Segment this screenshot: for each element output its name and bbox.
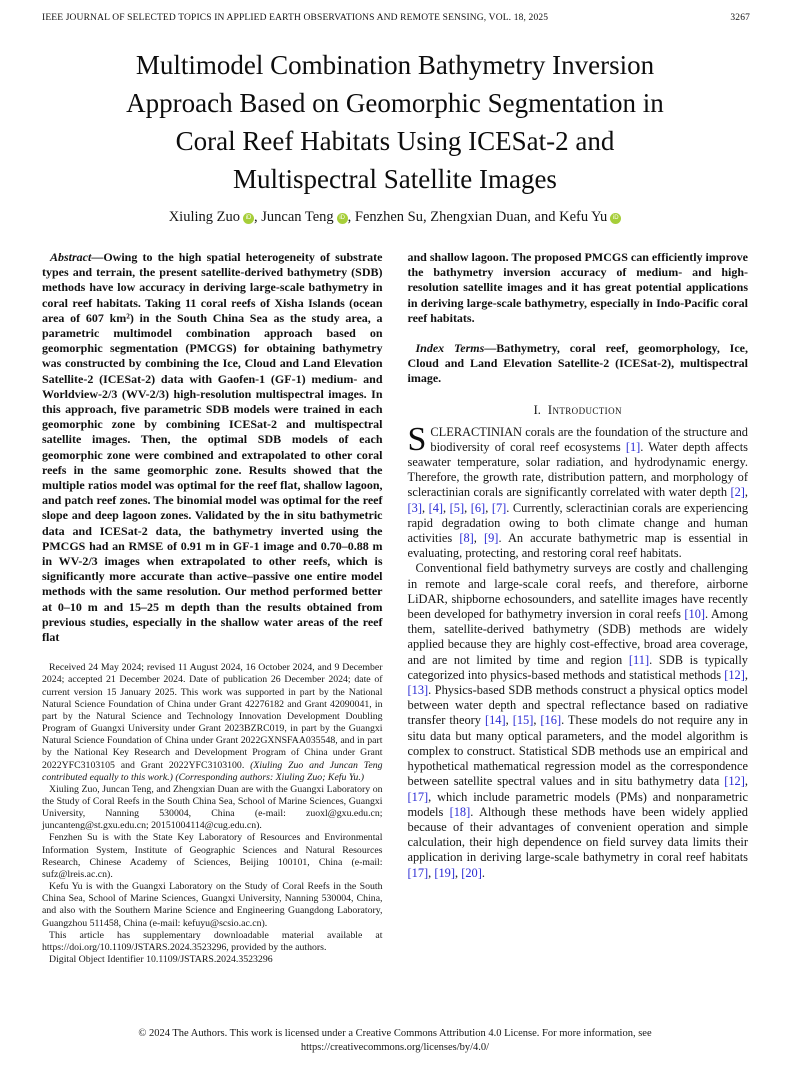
journal-name: IEEE JOURNAL OF SELECTED TOPICS IN APPLIED EARTH OBSERVATIONS AND REMOTE SENSING, VOL. 18, 2025 [42, 13, 549, 23]
footnote-supplementary: This article has supplementary downloadable material available at https://doi.org/10.1109/JSTARS.2024.3523296, provided by the authors. [42, 929, 383, 953]
page-title [0, 46, 790, 198]
citation-link[interactable]: [19] [434, 865, 456, 880]
citation-link[interactable]: [12] [724, 774, 745, 789]
abstract-text: —Owing to the high spatial heterogeneity of substrate types and terrain, the present satellite-derived bathymetry (SDB) methods have low accuracy in deriving large-scale bathymetry in coral reef habitats. Taking 11 coral reefs of Xisha Islands (ocean area of 607 km²) in the South China Sea as the study area, a parametric multimodel combination approach based on geomorphic segmentation (PMCGS) for obtaining bathymetry was constructed by combining the Ice, Cloud and Land Elevation Satellite-2 (ICESat-2) data with Gaofen-1 (GF-1) medium- and Worldview-2/3 (WV-2/3) high-resolution multispectral images. In this approach, five parametric SDB models were trained in each geomorphic zone by combining ICESat-2 and multispectral satellite images. Then, the optimal SDB models of each geomorphic zone were combined and extrapolated to other coral reefs in the same geomorphic zone. Results showed that the multiple ratios model was optimal for the reef flat, shallow lagoon, and patch reef zones. The binomial model was optimal for the reef slope and deep lagoon zones. Validated by the in situ bathymetric data and ICESat-2 data, the bathymetry inverted using the PMCGS had an RMSE of 0.91 m in GF-1 image and 0.70–0.88 m in WV-2/3 images when extrapolated to other reefs, which is significantly more accurate than active–passive one entire model methods with the same resolution. Our method performed better at 0–10 m and 15–25 m depth than the results obtained from previous studies, especially in the shallow water areas of the reef flat [42, 250, 383, 645]
left-column [42, 250, 383, 966]
citation-link[interactable]: [5] [449, 500, 465, 515]
citation-link[interactable]: [18] [449, 804, 471, 819]
license-line-2: https://creativecommons.org/licenses/by/4.0/ [300, 1042, 490, 1053]
title-line-3: Coral Reef Habitats Using ICESat-2 and [175, 126, 615, 156]
citation-link[interactable]: [11] [628, 652, 650, 667]
author-name: Fenzhen Su [354, 209, 423, 225]
section-number: I. [533, 402, 541, 417]
footnote-funding [42, 662, 383, 784]
footnote-contribution-note: (Xiuling Zuo and Juncan Teng contributed equally to this work.) (Corresponding authors: Xiuling Zuo; Kefu Yu.) [42, 759, 383, 783]
intro-paragraph-2: Conventional field bathymetry surveys are costly and challenging in remote and large-scale coral reefs, and therefore, airborne LiDAR, shipborne echosounders, and satellite images have recently been developed for bathymetry inversion in coral reefs [10]. Among them, satellite-derived bathymetry (SDB) methods are widely applied because they are highly cost-effective, broad area coverage, and are not limited by time and region [11]. SDB is typically categorized into physics-based methods and statistical methods [12], [13]. Physics-based SDB methods construct a physical optics model between water depth and spectral reflectance based on radiative transfer theory [14], [15], [16]. These models do not require any in situ data but many optical parameters, and the model algorithm is complex to construct. Statistical SDB methods use an empirical and hypothetical mathematical regression model as the correspondence between satellite spectral values and in situ bathymetry data [12], [17], which include parametric models (PMs) and nonparametric models [18]. Although these methods have been widely applied because of their advantages of convenient operation and simple calculation, their high dependence on field survey data limits their application in deriving large-scale bathymetry in coral reef habitats [17], [19], [20]. [407, 561, 749, 880]
two-column-body [0, 250, 790, 966]
intro-paragraph-1-text: corals are the foundation of the structure and biodiversity of coral reef ecosystems [1]. Water depth affects seawater temperature, solar radiation, and hydrodynamic energy. Therefore, the growth rate, distribution pattern, and morphology of scleractinian corals are significantly correlated with water depth [2], [3], [4], [5], [6], [7]. Currently, scleractinian corals are experiencing rapid degradation owing to both climate change and human activities [8], [9]. An accurate bathymetric map is essential in evaluating, protecting, and restoring coral reef habitats. [407, 424, 749, 561]
index-terms [408, 341, 749, 387]
orcid-icon[interactable]: iD [610, 213, 621, 224]
footnote-funding-text: Received 24 May 2024; revised 11 August 2024, 16 October 2024, and 9 December 2024; accepted 21 December 2024. Date of publication 26 December 2024; date of current version 15 January 2025. This work was supported in part by the National Natural Science Foundation of China under Grant 42276182 and Grant 42090041, in part by the Natural Science and Technology Innovation Development Doubling Program of Guangxi University under Grant 2023BZRC019, in part by the Guangxi Natural Science Foundation of China under Grant 2022GXNSFAA035548, and in part by the National Key Research and Development Program of China under Grant 2022YFC3103105 and Grant 2022YFC3103100. [42, 662, 383, 771]
orcid-icon[interactable]: iD [337, 213, 348, 224]
title-line-2: Approach Based on Geomorphic Segmentation in [126, 88, 664, 118]
intro-paragraph-1 [407, 420, 749, 562]
right-column [408, 250, 749, 966]
orcid-icon[interactable]: iD [243, 213, 254, 224]
title-line-4: Multispectral Satellite Images [233, 164, 557, 194]
author-line: Xiuling Zuo iD , Juncan Teng iD , Fenzhen Su, Zhengxian Duan, and Kefu Yu iD [0, 209, 790, 226]
citation-link[interactable]: [9] [483, 531, 499, 546]
footnote-affiliation-yu: Kefu Yu is with the Guangxi Laboratory on the Study of Coral Reefs in the South China Sea, School of Marine Sciences, Guangxi University, Nanning 530004, China, and also with the Southern Marine Science and Engineering Guangdong Laboratory, Guangzhou 511458, China (e-mail: kefuyu@scsio.ac.cn). [42, 881, 383, 929]
page-number: 3267 [730, 13, 750, 23]
citation-link[interactable]: [20] [461, 865, 482, 880]
footnote-doi: Digital Object Identifier 10.1109/JSTARS.2024.3523296 [49, 954, 273, 966]
citation-link[interactable]: [17] [407, 865, 429, 880]
citation-link[interactable]: [8] [459, 531, 474, 546]
footnote-affiliation-zuo: Xiuling Zuo, Juncan Teng, and Zhengxian Duan are with the Guangxi Laboratory on the Study of Coral Reefs in the South China Sea, School of Marine Sciences, Guangxi University, Nanning 530004, China (e-mail: zuoxl@gxu.edu.cn; juncanteng@st.gxu.edu.cn; 20151004114@cug.edu.cn). [42, 783, 383, 832]
citation-link[interactable]: [4] [428, 500, 444, 515]
section-title: Introduction [547, 402, 622, 417]
lead-in-word: CLERACTINIAN [430, 424, 522, 439]
abstract [42, 250, 383, 645]
author-name: Juncan Teng [261, 209, 334, 225]
abstract-continuation: and shallow lagoon. The proposed PMCGS can efficiently improve the bathymetry inversion accuracy of medium- and high-resolution satellite images and it has great potential applications in deriving large-scale bathymetry, especially in Indo-Pacific coral reef habitats. [407, 250, 748, 325]
citation-link[interactable]: [13] [407, 683, 429, 698]
footnote-affiliation-su: Fenzhen Su is with the State Key Laboratory of Resources and Environmental Information System, Institute of Geographic Sciences and Natural Resources Research, Chinese Academy of Sciences, Beijing 100101, China (e-mail: sufz@lreis.ac.cn). [42, 832, 383, 880]
citation-link[interactable]: [10] [684, 607, 706, 622]
citation-link[interactable]: [17] [407, 789, 429, 804]
title-line-1: Multimodel Combination Bathymetry Inversion [135, 50, 655, 80]
index-terms-label: Index Terms [415, 341, 485, 356]
citation-link[interactable]: [3] [407, 500, 422, 515]
citation-link[interactable]: [14] [484, 713, 506, 728]
drop-cap: S [407, 420, 427, 458]
citation-link[interactable]: [12] [724, 667, 745, 682]
index-terms-text: —Bathymetry, coral reef, geomorphology, Ice, Cloud and Land Elevation Satellite-2 (ICESat-2), multispectral image. [407, 341, 749, 386]
section-heading-introduction [408, 403, 749, 418]
citation-link[interactable]: [2] [730, 485, 745, 500]
citation-link[interactable]: [7] [491, 500, 507, 515]
citation-link[interactable]: [6] [470, 500, 486, 515]
license-line-1: © 2024 The Authors. This work is licensed under a Creative Commons Attribution 4.0 License. For more information, see [138, 1028, 652, 1039]
abstract-label: Abstract [50, 250, 92, 264]
license-footer [0, 1027, 790, 1055]
citation-link[interactable]: [15] [512, 713, 534, 728]
citation-link[interactable]: [16] [540, 713, 562, 728]
author-name: Kefu Yu [559, 209, 608, 225]
running-head [42, 13, 750, 23]
author-name: Xiuling Zuo [168, 209, 240, 225]
first-page-footnote [42, 662, 383, 966]
citation-link[interactable]: [1] [625, 439, 641, 454]
author-name: Zhengxian Duan [430, 209, 528, 225]
